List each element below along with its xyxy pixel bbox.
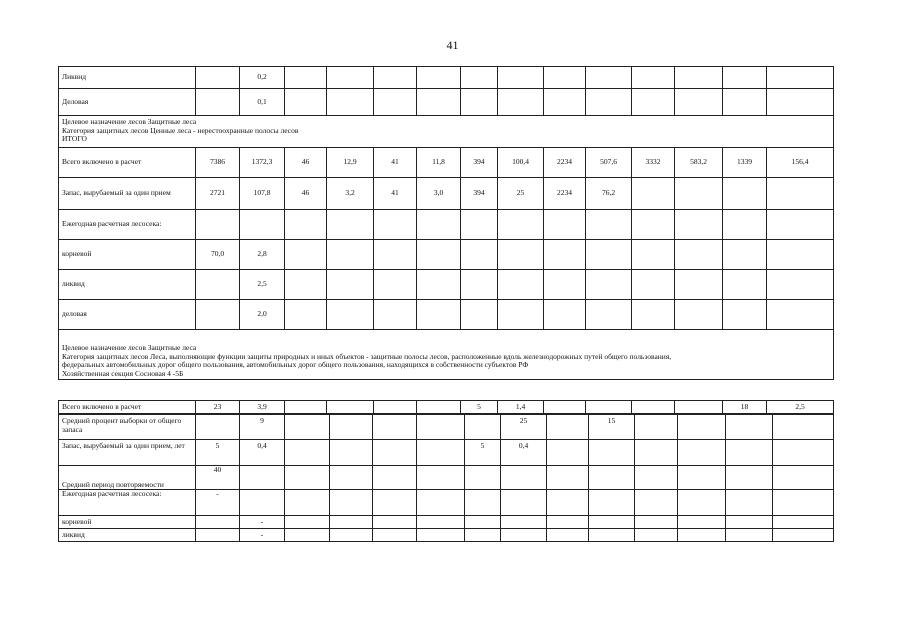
table-cell: 9 [240, 415, 285, 440]
table-cell [767, 240, 834, 270]
table-cell [240, 490, 285, 516]
table-cell [547, 440, 589, 466]
table-row [59, 529, 834, 542]
table-cell [635, 516, 678, 529]
table-cell: 41 [374, 148, 417, 178]
table-cell: 76,2 [586, 178, 632, 210]
row-label: деловая [59, 300, 196, 330]
table-cell [327, 270, 374, 300]
table-cell: - [240, 529, 285, 542]
table-cell [465, 490, 501, 516]
section-line: Категория защитных лесов Леса, выполняющие функции защиты природных и иных объектов - защитные полосы лесов, расположенные вдоль железнодорожных путей общего пользования, [62, 351, 672, 361]
table-cell [544, 270, 586, 300]
table-cell [547, 516, 589, 529]
table-cell: 2,5 [767, 401, 834, 414]
table-cell: 2,5 [240, 270, 285, 300]
table-cell [767, 67, 834, 89]
table-cell: 0,2 [240, 67, 285, 89]
section-header-row [59, 116, 834, 148]
forest-estimate-table [58, 66, 834, 380]
table-cell: 18 [723, 401, 767, 414]
table-cell: 2234 [544, 178, 586, 210]
table-cell [773, 516, 834, 529]
table-cell [374, 67, 417, 89]
table-cell [726, 440, 773, 466]
section-line: Целевое назначение лесов Защитные леса [62, 117, 197, 126]
table-cell: 70,0 [196, 240, 240, 270]
table-cell [373, 490, 417, 516]
table-cell: - [196, 490, 240, 516]
table-cell [586, 270, 632, 300]
table-cell: 2721 [196, 178, 240, 210]
table-cell [767, 89, 834, 116]
table-cell: 394 [461, 148, 498, 178]
table-cell [465, 516, 501, 529]
table-cell [374, 300, 417, 330]
table-cell [635, 440, 678, 466]
table-cell [285, 415, 330, 440]
table-cell [544, 89, 586, 116]
table-cell [461, 210, 498, 240]
table-cell [417, 210, 461, 240]
table-cell [678, 529, 726, 542]
table-cell [327, 89, 374, 116]
table-cell [373, 466, 417, 490]
table-cell [635, 529, 678, 542]
table-cell [498, 210, 544, 240]
harvest-table [58, 414, 834, 542]
table-cell [723, 178, 767, 210]
section-header [59, 330, 834, 380]
table-cell [196, 516, 240, 529]
table-row [59, 240, 834, 270]
row-label: Ежегодная расчетная лесосека: [59, 490, 196, 516]
table-cell [417, 415, 465, 440]
table-cell [678, 490, 726, 516]
section-line: Хозяйственная секция Сосновая 4 -5Б [62, 368, 184, 378]
table-row [59, 490, 834, 516]
total-row-table [58, 400, 834, 414]
table-cell [285, 516, 330, 529]
table-row [59, 210, 834, 240]
table-cell [240, 210, 285, 240]
table-cell [417, 67, 461, 89]
table-cell: 25 [501, 415, 547, 440]
table-cell: 15 [589, 415, 635, 440]
table-cell: 2234 [544, 148, 586, 178]
table-cell [678, 516, 726, 529]
table-cell: - [240, 516, 285, 529]
table-cell [285, 401, 327, 414]
table-cell [373, 516, 417, 529]
table-cell [417, 240, 461, 270]
table-cell [586, 300, 632, 330]
table-cell: 7386 [196, 148, 240, 178]
section-line: Целевое назначение лесов Защитные леса [62, 343, 197, 352]
table-cell: 1,4 [498, 401, 544, 414]
table-cell [373, 415, 417, 440]
table-cell [723, 300, 767, 330]
row-label: Всего включено в расчет [59, 148, 196, 178]
table-cell [373, 529, 417, 542]
row-label: Всего включено в расчет [59, 401, 196, 414]
table-cell [465, 415, 501, 440]
table-cell [586, 210, 632, 240]
table-cell [196, 270, 240, 300]
table-cell [501, 529, 547, 542]
table-cell: 41 [374, 178, 417, 210]
row-label: Запас, вырубаемый за один прием [59, 178, 196, 210]
table-cell [632, 270, 675, 300]
table-cell [586, 401, 632, 414]
table-cell: 2,8 [240, 240, 285, 270]
table-cell [285, 89, 327, 116]
table-cell [285, 300, 327, 330]
table-cell [544, 67, 586, 89]
table-cell [726, 529, 773, 542]
table-cell [374, 401, 417, 414]
table-cell [417, 440, 465, 466]
table-cell [498, 300, 544, 330]
table-cell [547, 466, 589, 490]
table-cell: 11,8 [417, 148, 461, 178]
table-cell [678, 415, 726, 440]
table-row [59, 178, 834, 210]
table-cell [285, 210, 327, 240]
table-cell [678, 466, 726, 490]
table-cell [632, 401, 675, 414]
table-cell [330, 415, 373, 440]
section-line: федеральных автомобильных дорог общего пользования, автомобильных дорог общего пользования, находящихся в собственности субъектов РФ [62, 360, 529, 369]
table-cell [196, 89, 240, 116]
table-cell [374, 89, 417, 116]
row-label: корневой [59, 516, 196, 529]
table-cell [330, 440, 373, 466]
table-cell [726, 466, 773, 490]
table-cell [285, 240, 327, 270]
table-cell [374, 210, 417, 240]
table-cell [544, 401, 586, 414]
table-cell [196, 300, 240, 330]
table-cell: 100,4 [498, 148, 544, 178]
table-cell: 25 [498, 178, 544, 210]
table-row [59, 516, 834, 529]
table-cell [196, 67, 240, 89]
table-cell [373, 440, 417, 466]
table-cell [330, 466, 373, 490]
table-cell [196, 529, 240, 542]
table-cell: 40 [196, 466, 240, 490]
table-cell [726, 415, 773, 440]
table-cell [417, 89, 461, 116]
table-cell [767, 178, 834, 210]
table-cell [632, 178, 675, 210]
table-cell: 5 [465, 440, 501, 466]
table-cell [498, 67, 544, 89]
table-cell [417, 490, 465, 516]
table-cell [547, 490, 589, 516]
table-cell [285, 466, 330, 490]
section-header [59, 116, 834, 148]
table-cell [417, 270, 461, 300]
table-cell: 23 [196, 401, 240, 414]
table-cell [330, 529, 373, 542]
table-cell [589, 440, 635, 466]
table-cell [632, 210, 675, 240]
row-label: Запас, вырубаемый за один прием, лет [59, 440, 196, 466]
table-cell [586, 89, 632, 116]
table-cell [632, 67, 675, 89]
table-cell: 0,4 [501, 440, 547, 466]
table-cell [589, 516, 635, 529]
row-label: ликвид [59, 529, 196, 542]
table-cell [586, 67, 632, 89]
table-cell: 156,4 [767, 148, 834, 178]
table-cell [285, 490, 330, 516]
table-cell [465, 466, 501, 490]
table-cell [773, 466, 834, 490]
table-cell [461, 270, 498, 300]
table-cell: 5 [196, 440, 240, 466]
table-cell [773, 415, 834, 440]
table-cell [767, 210, 834, 240]
table-cell: 3,9 [240, 401, 285, 414]
row-label: Средний процент выборки от общего запаса [59, 415, 196, 440]
table-row [59, 67, 834, 89]
table-cell [547, 529, 589, 542]
section-header-row [59, 330, 834, 380]
table-cell: 0,1 [240, 89, 285, 116]
table-cell: 2,0 [240, 300, 285, 330]
section-line: ИТОГО [62, 134, 87, 143]
table-cell [417, 516, 465, 529]
table-cell [461, 67, 498, 89]
table-cell [723, 67, 767, 89]
table-cell [723, 210, 767, 240]
table-row [59, 415, 834, 440]
table-cell [374, 270, 417, 300]
table-cell [675, 210, 723, 240]
table-cell [501, 466, 547, 490]
table-cell [374, 240, 417, 270]
table-cell: 507,6 [586, 148, 632, 178]
table-cell [632, 240, 675, 270]
table-cell [723, 240, 767, 270]
table-cell [589, 529, 635, 542]
table-cell: 3,0 [417, 178, 461, 210]
table-row [59, 466, 834, 490]
table-cell [327, 210, 374, 240]
table-cell [635, 466, 678, 490]
table-cell [327, 401, 374, 414]
table-row [59, 440, 834, 466]
table-cell [767, 300, 834, 330]
table-cell [726, 490, 773, 516]
row-label: Деловая [59, 89, 196, 116]
table-cell [773, 490, 834, 516]
table-cell [675, 300, 723, 330]
table-cell [417, 300, 461, 330]
table-cell [327, 300, 374, 330]
table-cell [675, 401, 723, 414]
table-cell [417, 529, 465, 542]
table-cell [196, 210, 240, 240]
row-label: ликвид [59, 270, 196, 300]
table-cell [544, 300, 586, 330]
table-cell [501, 516, 547, 529]
table-cell [461, 240, 498, 270]
table-cell [465, 529, 501, 542]
table-cell [635, 490, 678, 516]
table-row [59, 89, 834, 116]
table-row [59, 148, 834, 178]
table-cell [240, 466, 285, 490]
table-cell: 3,2 [327, 178, 374, 210]
table-cell: 107,8 [240, 178, 285, 210]
table-cell [675, 89, 723, 116]
table-cell [327, 240, 374, 270]
table-cell [498, 270, 544, 300]
table-cell [285, 270, 327, 300]
table-cell: 0,4 [240, 440, 285, 466]
table-cell: 583,2 [675, 148, 723, 178]
table-row [59, 270, 834, 300]
table-cell [330, 516, 373, 529]
table-cell [544, 240, 586, 270]
table-cell: 5 [461, 401, 498, 414]
table-cell [285, 67, 327, 89]
row-label: Средний период повторяемости [59, 466, 196, 490]
table-row [59, 401, 834, 414]
table-cell [632, 89, 675, 116]
table-cell [773, 529, 834, 542]
table-cell [773, 440, 834, 466]
table-cell [723, 89, 767, 116]
table-cell: 394 [461, 178, 498, 210]
table-cell [586, 240, 632, 270]
page-number: 41 [446, 38, 459, 52]
table-cell [417, 401, 461, 414]
table-cell [675, 67, 723, 89]
table-cell [678, 440, 726, 466]
table-cell [675, 178, 723, 210]
table-cell [767, 270, 834, 300]
table-cell [635, 415, 678, 440]
table-cell [461, 300, 498, 330]
row-label: корневой [59, 240, 196, 270]
table-cell [196, 415, 240, 440]
table-cell [589, 490, 635, 516]
row-label: Ликвид [59, 67, 196, 89]
table-cell [547, 415, 589, 440]
table-cell [498, 89, 544, 116]
table-cell: 12,9 [327, 148, 374, 178]
table-cell [675, 270, 723, 300]
table-row [59, 300, 834, 330]
table-cell [589, 466, 635, 490]
table-cell: 46 [285, 148, 327, 178]
table-cell [632, 300, 675, 330]
table-cell: 46 [285, 178, 327, 210]
table-cell [285, 440, 330, 466]
table-cell [461, 89, 498, 116]
table-cell [501, 490, 547, 516]
table-cell [330, 490, 373, 516]
row-label: Ежегодная расчетная лесосека: [59, 210, 196, 240]
section-line: Категория защитных лесов Ценные леса - нерестоохранные полосы лесов [62, 125, 299, 135]
table-cell [498, 240, 544, 270]
table-cell [723, 270, 767, 300]
table-cell: 1372,3 [240, 148, 285, 178]
table-cell: 3332 [632, 148, 675, 178]
table-cell [417, 466, 465, 490]
table-cell [544, 210, 586, 240]
table-cell [675, 240, 723, 270]
table-cell: 1339 [723, 148, 767, 178]
table-cell [726, 516, 773, 529]
table-cell [285, 529, 330, 542]
table-cell [327, 67, 374, 89]
